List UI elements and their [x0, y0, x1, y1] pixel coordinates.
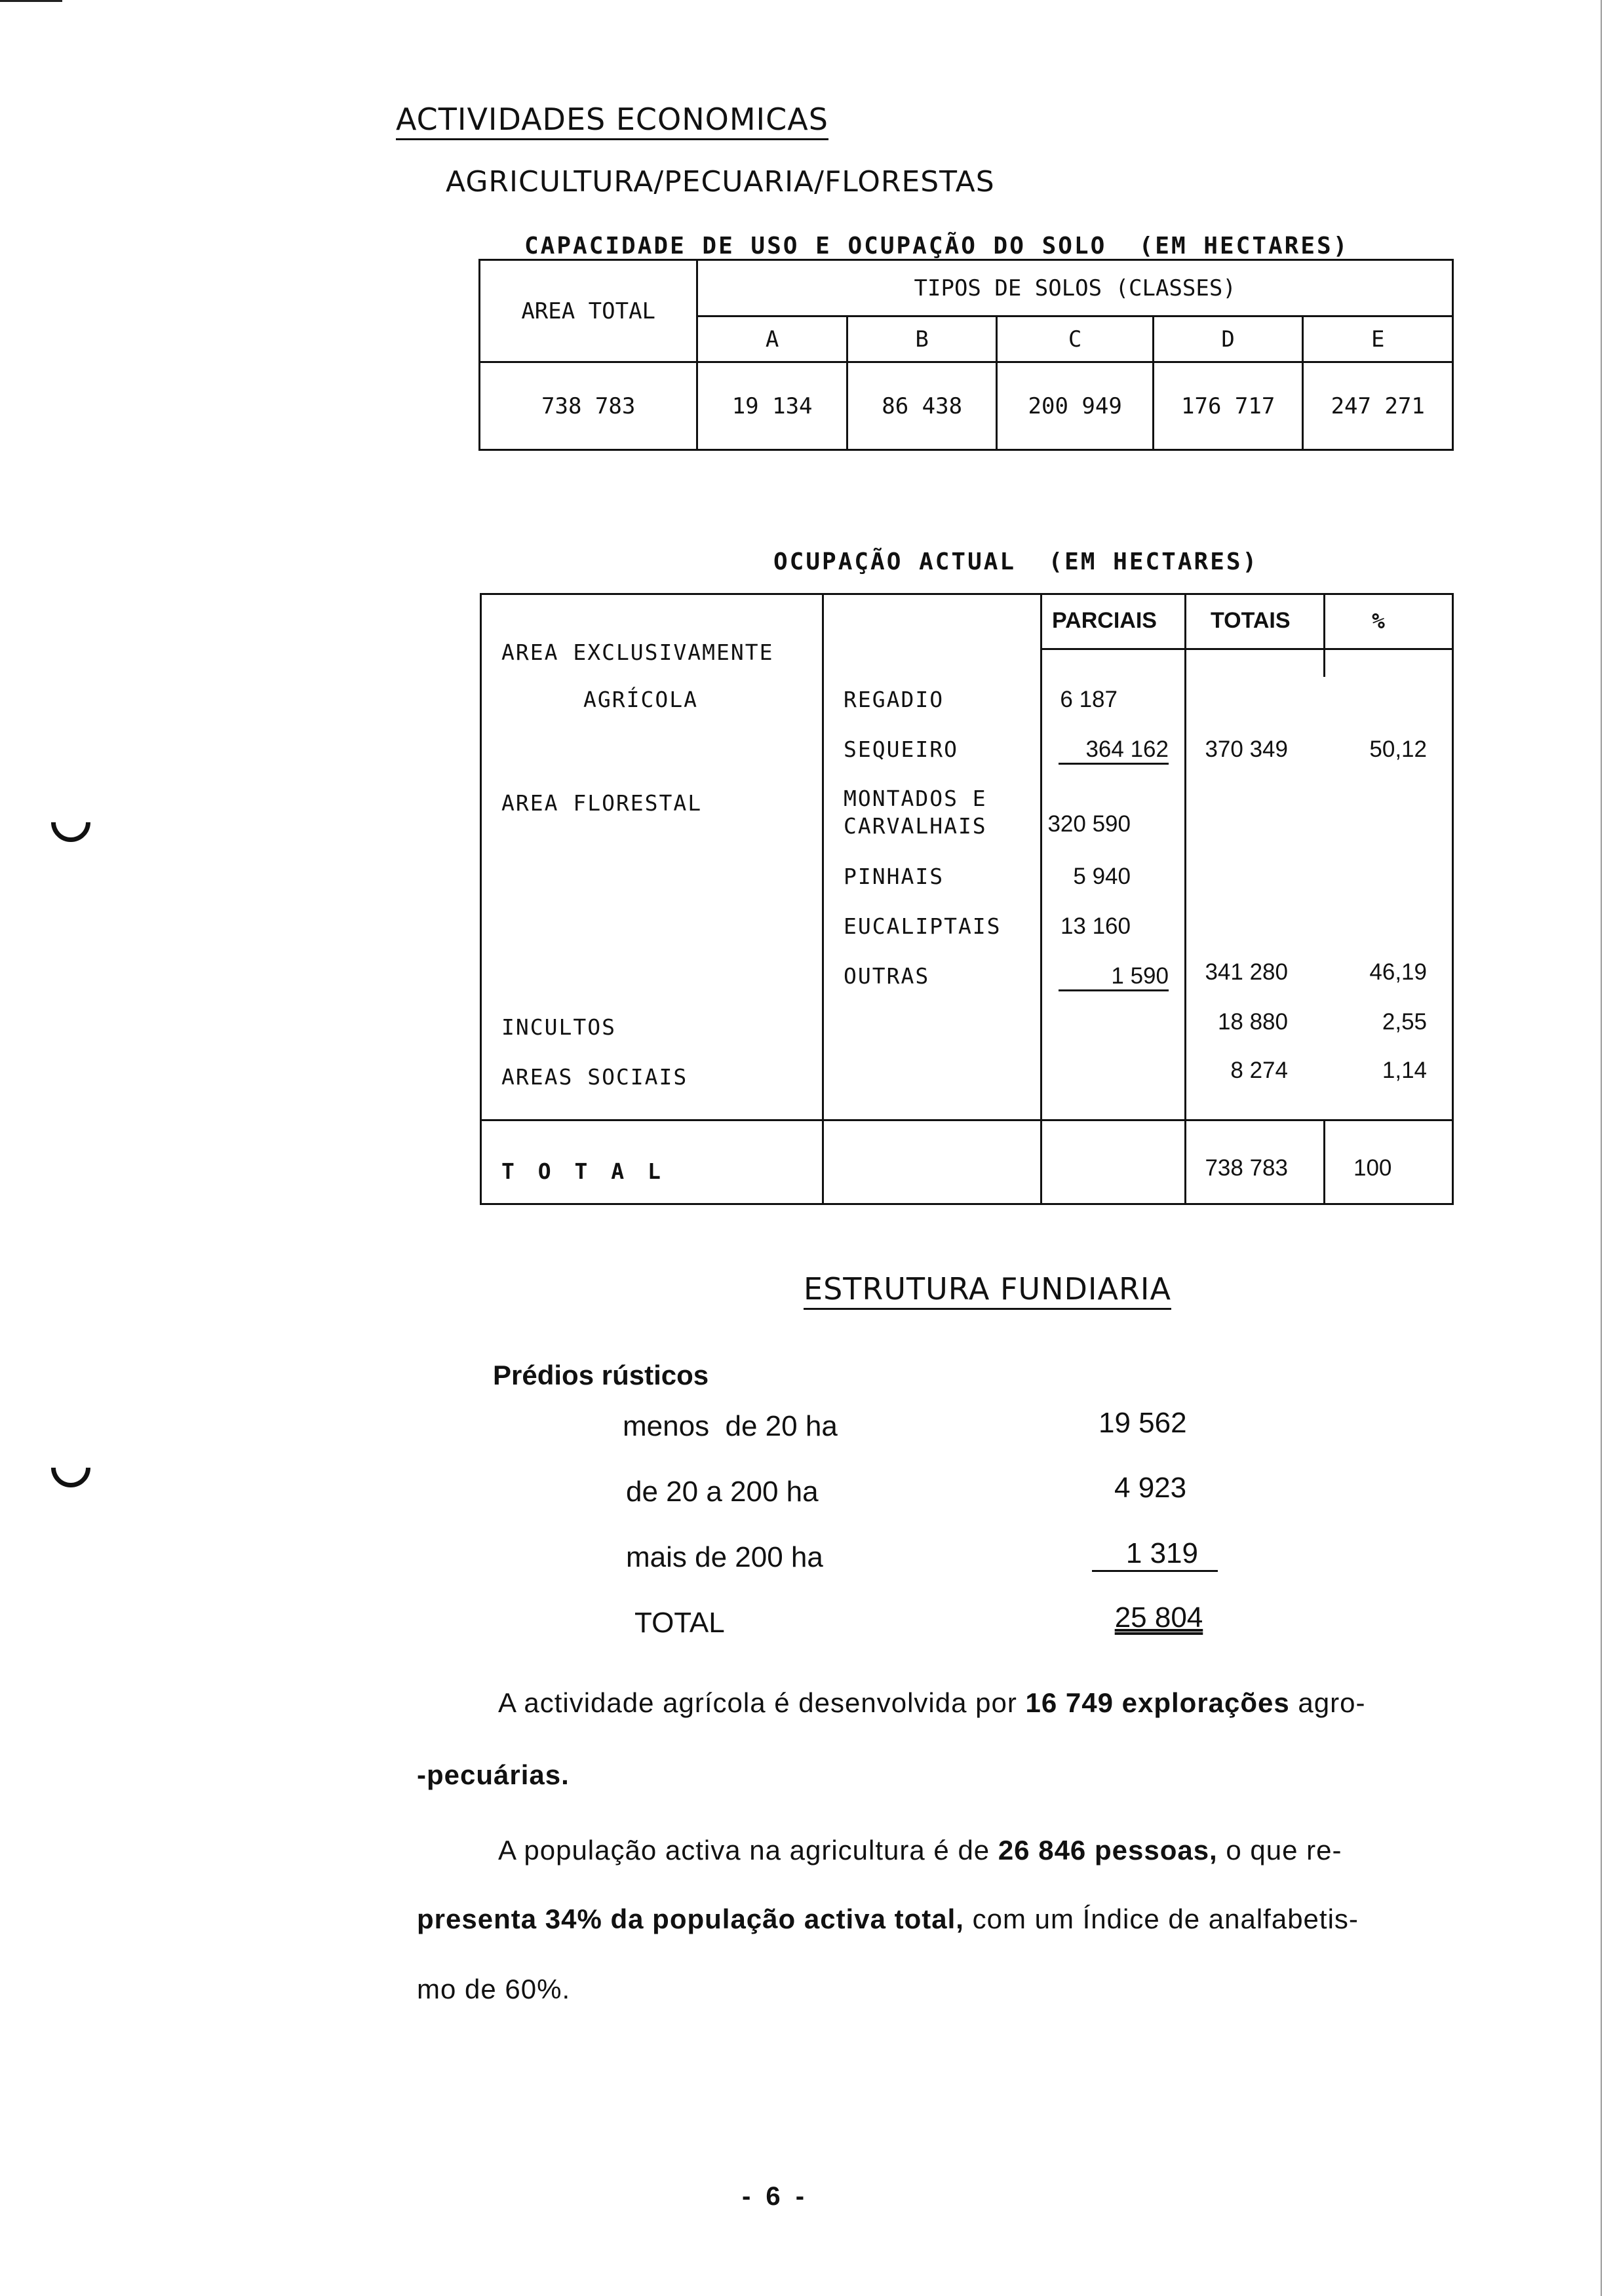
- paragraph-emphasis: 26 846 pessoas,: [998, 1835, 1218, 1866]
- pct-florestal: 46,19: [1369, 959, 1427, 985]
- grand-total-value: 738 783: [1205, 1155, 1288, 1181]
- paragraph-line: -pecuárias.: [417, 1759, 570, 1790]
- scan-edge-line: [0, 0, 62, 2]
- class-b-value: 86 438: [847, 362, 997, 450]
- class-e-value: 247 271: [1303, 362, 1453, 450]
- total-florestal: 341 280: [1205, 959, 1288, 985]
- section-title: ESTRUTURA FUNDIARIA: [804, 1271, 1171, 1310]
- paragraph-line: mo de 60%.: [417, 1974, 571, 2004]
- paragraph-text: agro-: [1289, 1687, 1366, 1718]
- class-d-value: 176 717: [1153, 362, 1303, 450]
- parcial-pinhais: 5 940: [1073, 864, 1131, 889]
- sub-outras: OUTRAS: [844, 963, 930, 989]
- paragraph-text: o que re-: [1217, 1835, 1342, 1866]
- total-sociais: 8 274: [1230, 1058, 1288, 1083]
- total-agricola: 370 349: [1205, 737, 1288, 762]
- paragraph-text: com um Índice de analfabetis-: [963, 1904, 1359, 1934]
- total-incultos: 18 880: [1217, 1009, 1288, 1035]
- paragraph-emphasis: 16 749 explorações: [1025, 1687, 1290, 1718]
- row-value: 19 562: [1099, 1407, 1187, 1439]
- grand-total-pct: 100: [1353, 1155, 1392, 1181]
- row-value: 4 923: [1114, 1472, 1187, 1504]
- class-c-header: C: [997, 316, 1154, 362]
- binding-hole-mark: [43, 1440, 99, 1496]
- total-label: TOTAL: [634, 1607, 725, 1639]
- sub-sequeiro: SEQUEIRO: [844, 737, 958, 762]
- parcial-regadio: 6 187: [1060, 687, 1118, 712]
- row-label: de 20 a 200 ha: [626, 1476, 819, 1508]
- class-d-header: D: [1153, 316, 1303, 362]
- area-total-header: AREA TOTAL: [480, 260, 697, 362]
- page-subtitle: AGRICULTURA/PECUARIA/FLORESTAS: [446, 165, 995, 199]
- class-a-value: 19 134: [697, 362, 847, 450]
- row-value: 1 319: [1092, 1537, 1218, 1572]
- page-title: ACTIVIDADES ECONOMICAS: [396, 102, 828, 140]
- total-value: 25 804: [1114, 1601, 1203, 1634]
- section-heading: Prédios rústicos: [493, 1360, 709, 1390]
- paragraph-emphasis: presenta 34% da população activa total,: [417, 1904, 964, 1934]
- page-number: - 6 -: [742, 2182, 809, 2211]
- class-e-header: E: [1303, 316, 1453, 362]
- binding-hole-mark: [43, 795, 99, 851]
- pct-header: %: [1372, 608, 1386, 634]
- paragraph-line: [498, 1687, 1365, 1719]
- sub-montados: MONTADOS E CARVALHAIS: [844, 786, 987, 839]
- parcial-montados: 320 590: [1047, 811, 1131, 837]
- category-agricola-cont: AGRÍCOLA: [583, 687, 698, 712]
- pct-sociais: 1,14: [1382, 1058, 1427, 1083]
- row-label: mais de 200 ha: [626, 1541, 823, 1573]
- paragraph-text: A actividade agrícola é desenvolvida por: [498, 1687, 1026, 1718]
- land-occupation-table: [480, 593, 1454, 1205]
- category-incultos: INCULTOS: [501, 1014, 616, 1040]
- sub-regadio: REGADIO: [844, 687, 944, 712]
- category-sociais: AREAS SOCIAIS: [501, 1064, 688, 1090]
- class-b-header: B: [847, 316, 997, 362]
- grand-total-label: T O T A L: [501, 1158, 666, 1184]
- class-a-header: A: [697, 316, 847, 362]
- soil-types-header: TIPOS DE SOLOS (CLASSES): [697, 260, 1453, 316]
- parcial-outras: 1 590: [1059, 963, 1169, 991]
- category-agricola: AREA EXCLUSIVAMENTE: [501, 640, 774, 665]
- area-total-value: 738 783: [480, 362, 697, 450]
- sub-pinhais: PINHAIS: [844, 864, 944, 889]
- row-label: menos de 20 ha: [623, 1410, 838, 1442]
- table1-caption: CAPACIDADE DE USO E OCUPAÇÃO DO SOLO (EM HECTARES): [524, 233, 1350, 259]
- pct-agricola: 50,12: [1369, 737, 1427, 762]
- parcial-eucaliptais: 13 160: [1060, 913, 1131, 939]
- paragraph-line: [498, 1835, 1342, 1866]
- totais-header: TOTAIS: [1211, 608, 1291, 633]
- soil-capacity-table: [478, 259, 1454, 451]
- parcial-sequeiro: 364 162: [1059, 737, 1169, 765]
- parciais-header: PARCIAIS: [1052, 608, 1157, 633]
- class-c-value: 200 949: [997, 362, 1154, 450]
- sub-eucaliptais: EUCALIPTAIS: [844, 913, 1002, 939]
- category-florestal: AREA FLORESTAL: [501, 790, 703, 816]
- paragraph-text: A população activa na agricultura é de: [498, 1835, 998, 1866]
- pct-incultos: 2,55: [1382, 1009, 1427, 1035]
- scan-edge-line: [1601, 0, 1602, 2296]
- table2-caption: OCUPAÇÃO ACTUAL (EM HECTARES): [773, 548, 1259, 575]
- paragraph-line: [417, 1904, 1359, 1935]
